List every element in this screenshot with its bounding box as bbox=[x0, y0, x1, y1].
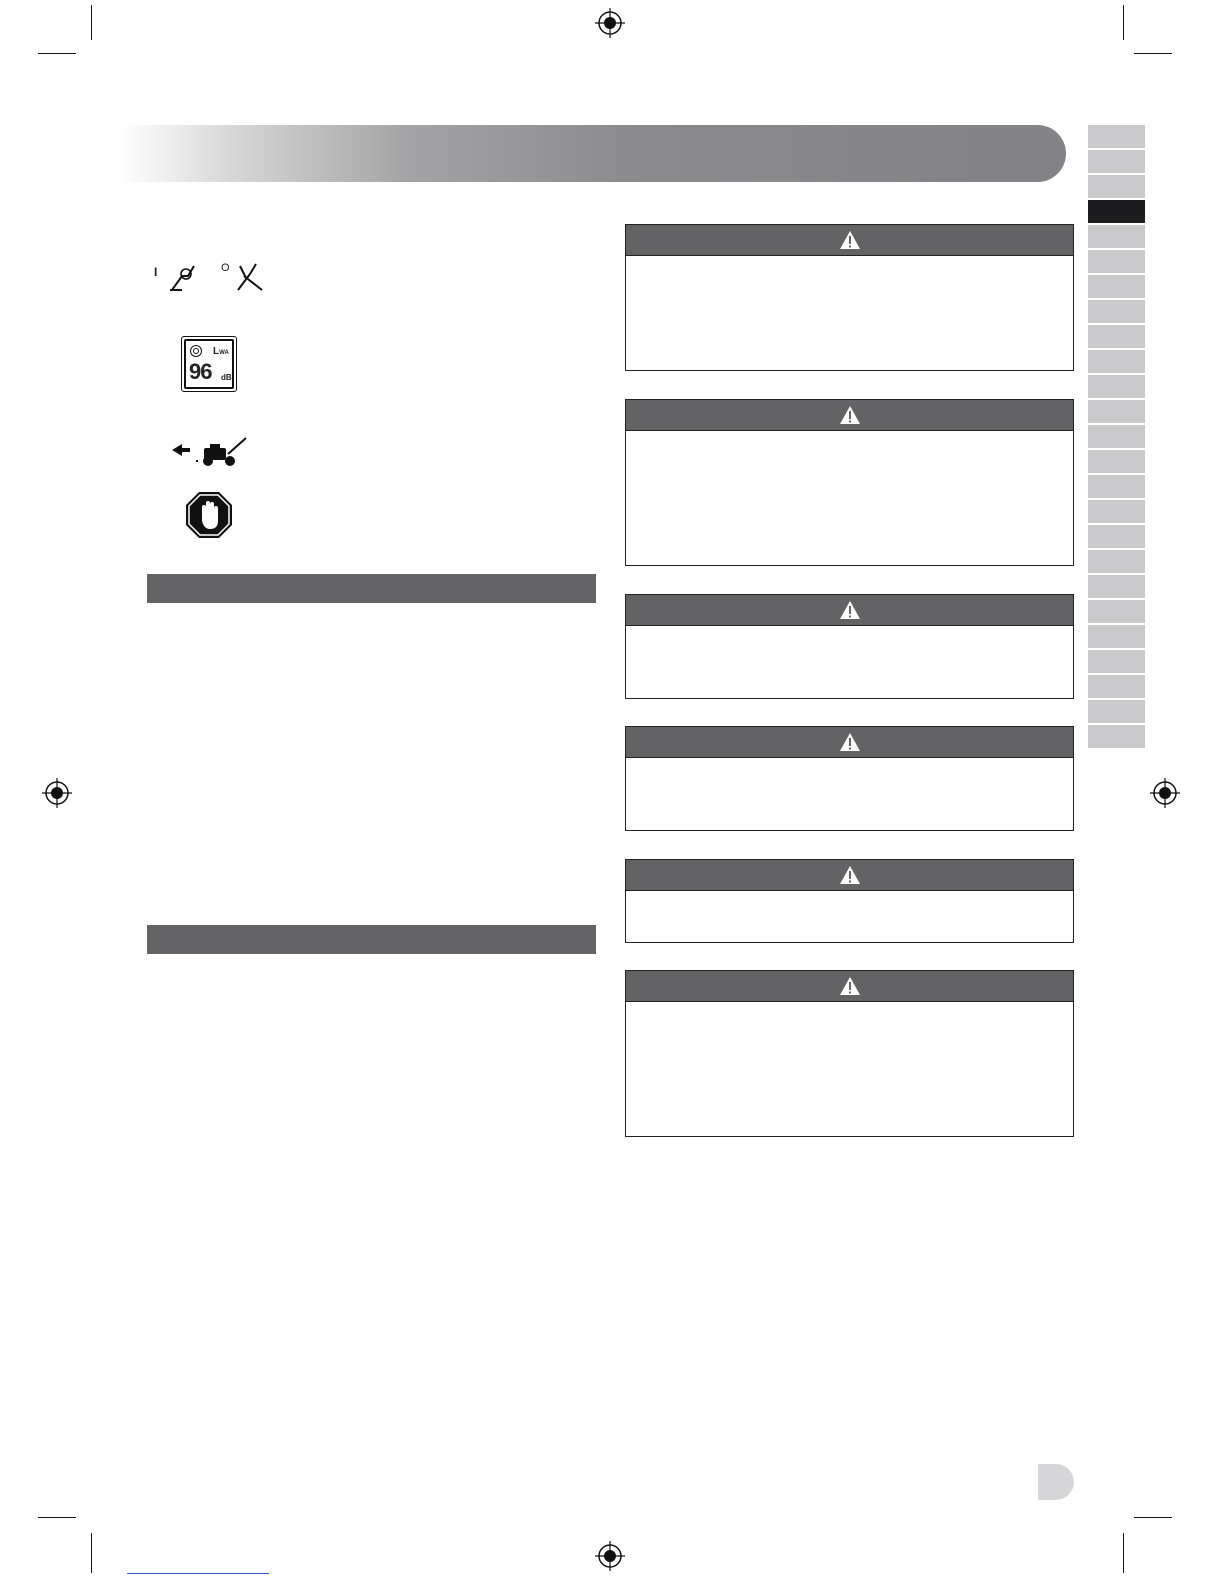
warning-box bbox=[625, 224, 1074, 371]
stop-hand-icon bbox=[185, 491, 233, 539]
crop-mark bbox=[91, 1533, 92, 1573]
warning-triangle-icon bbox=[839, 976, 861, 996]
language-tab[interactable] bbox=[1088, 400, 1145, 423]
language-tab[interactable] bbox=[1088, 300, 1145, 323]
warning-triangle-icon bbox=[839, 230, 861, 250]
crop-mark bbox=[1134, 1517, 1172, 1518]
page-number-badge bbox=[1038, 1464, 1074, 1500]
warning-header bbox=[626, 971, 1073, 1002]
crop-mark bbox=[38, 53, 76, 54]
language-tab[interactable] bbox=[1088, 700, 1145, 723]
language-tab[interactable] bbox=[1088, 200, 1145, 223]
registration-mark-icon bbox=[595, 8, 625, 38]
sound-value: 96 bbox=[189, 359, 212, 384]
crop-mark bbox=[38, 1517, 76, 1518]
registration-mark-icon bbox=[42, 778, 72, 808]
warning-box bbox=[625, 859, 1074, 943]
warning-triangle-icon bbox=[839, 405, 861, 425]
language-tab[interactable] bbox=[1088, 475, 1145, 498]
warning-header bbox=[626, 860, 1073, 891]
language-tab[interactable] bbox=[1088, 600, 1145, 623]
language-tab[interactable] bbox=[1088, 425, 1145, 448]
page-title-band bbox=[120, 125, 1066, 182]
sound-label-sub: WA bbox=[219, 350, 229, 356]
footer-link-underline[interactable] bbox=[127, 1573, 269, 1574]
language-tab[interactable] bbox=[1088, 450, 1145, 473]
section-header-bar bbox=[147, 925, 596, 954]
language-tab[interactable] bbox=[1088, 525, 1145, 548]
warning-header bbox=[626, 727, 1073, 758]
sound-unit: dB bbox=[221, 373, 232, 382]
warning-triangle-icon bbox=[839, 732, 861, 752]
warning-header bbox=[626, 225, 1073, 256]
warning-triangle-icon bbox=[839, 600, 861, 620]
language-tabs bbox=[1088, 125, 1145, 750]
warning-box bbox=[625, 399, 1074, 566]
language-tab[interactable] bbox=[1088, 150, 1145, 173]
language-tab[interactable] bbox=[1088, 650, 1145, 673]
language-tab[interactable] bbox=[1088, 500, 1145, 523]
warning-triangle-icon bbox=[839, 865, 861, 885]
sound-emission-icon bbox=[189, 344, 203, 358]
switch-on-label: I bbox=[154, 265, 158, 279]
language-tab[interactable] bbox=[1088, 725, 1145, 748]
sound-power-label bbox=[181, 336, 237, 392]
warning-box bbox=[625, 726, 1074, 831]
language-tab[interactable] bbox=[1088, 275, 1145, 298]
language-tab[interactable] bbox=[1088, 250, 1145, 273]
section-header-bar bbox=[147, 574, 596, 603]
language-tab[interactable] bbox=[1088, 550, 1145, 573]
language-tab[interactable] bbox=[1088, 225, 1145, 248]
crop-mark bbox=[1123, 1533, 1124, 1573]
crop-mark bbox=[1134, 53, 1172, 54]
crop-mark bbox=[1123, 5, 1124, 40]
language-tab[interactable] bbox=[1088, 175, 1145, 198]
warning-header bbox=[626, 400, 1073, 431]
language-tab[interactable] bbox=[1088, 675, 1145, 698]
warning-header bbox=[626, 595, 1073, 626]
power-off-icon bbox=[234, 262, 266, 294]
warning-box bbox=[625, 970, 1074, 1137]
crop-mark bbox=[91, 5, 92, 40]
warning-box bbox=[625, 594, 1074, 699]
language-tab[interactable] bbox=[1088, 125, 1145, 148]
switch-symbols bbox=[154, 262, 274, 294]
language-tab[interactable] bbox=[1088, 375, 1145, 398]
language-tab[interactable] bbox=[1088, 625, 1145, 648]
language-tab[interactable] bbox=[1088, 575, 1145, 598]
registration-mark-icon bbox=[595, 1541, 625, 1571]
language-tab[interactable] bbox=[1088, 350, 1145, 373]
power-on-icon bbox=[168, 262, 200, 294]
language-tab[interactable] bbox=[1088, 325, 1145, 348]
mower-direction-icon bbox=[170, 436, 250, 468]
sound-label: L bbox=[213, 346, 220, 357]
switch-off-label: O bbox=[221, 262, 230, 274]
registration-mark-icon bbox=[1150, 778, 1180, 808]
